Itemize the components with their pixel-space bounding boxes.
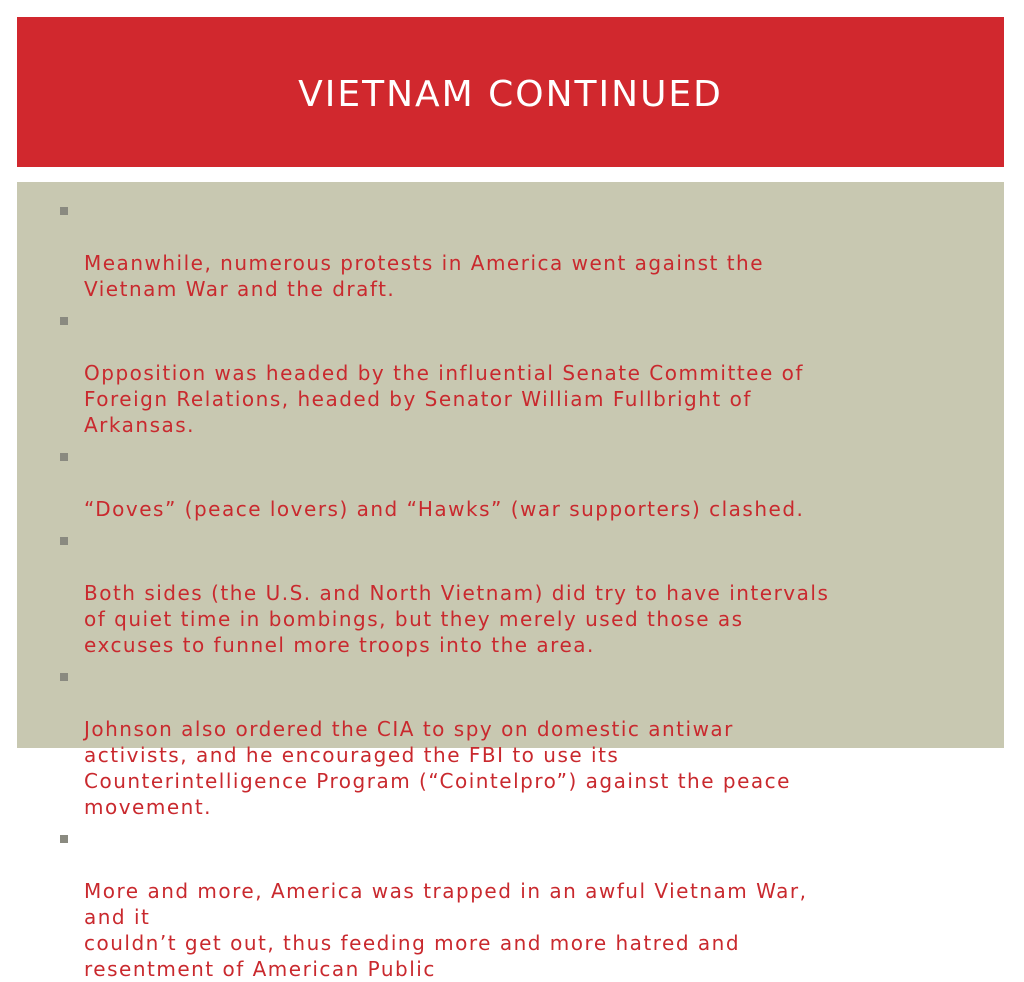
square-bullet-icon bbox=[60, 453, 68, 461]
title-bar bbox=[17, 17, 1004, 167]
square-bullet-icon bbox=[60, 835, 68, 843]
bullet-text: Both sides (the U.S. and North Vietnam) did try to have intervals of quiet time in bombings, but they merely used those as excuses to funnel more troops into the area. bbox=[84, 581, 830, 657]
slide-title: VIETNAM CONTINUED bbox=[298, 73, 723, 115]
bullet-list bbox=[17, 198, 964, 982]
square-bullet-icon bbox=[60, 673, 68, 681]
bullet-item bbox=[84, 664, 964, 820]
square-bullet-icon bbox=[60, 537, 68, 545]
bullet-text: Meanwhile, numerous protests in America went against the Vietnam War and the draft. bbox=[84, 251, 765, 301]
bullet-text: More and more, America was trapped in an awful Vietnam War, and it couldn’t get out, thus feeding more and more hatred and resentment of American Public bbox=[84, 879, 808, 981]
square-bullet-icon bbox=[60, 207, 68, 215]
bullet-item bbox=[84, 308, 964, 438]
bullet-item bbox=[84, 444, 964, 522]
bullet-text: Johnson also ordered the CIA to spy on domestic antiwar activists, and he encouraged the FBI to use its Counterintelligence Program (“Cointelpro”) against the peace movement. bbox=[84, 717, 791, 819]
bullet-text: “Doves” (peace lovers) and “Hawks” (war supporters) clashed. bbox=[84, 497, 805, 521]
bullet-item bbox=[84, 826, 964, 982]
content-panel bbox=[17, 182, 1004, 981]
bullet-item bbox=[84, 528, 964, 658]
bullet-text: Opposition was headed by the influential Senate Committee of Foreign Relations, headed by Senator William Fullbright of Arkansas. bbox=[84, 361, 804, 437]
bullet-item bbox=[84, 198, 964, 302]
square-bullet-icon bbox=[60, 317, 68, 325]
